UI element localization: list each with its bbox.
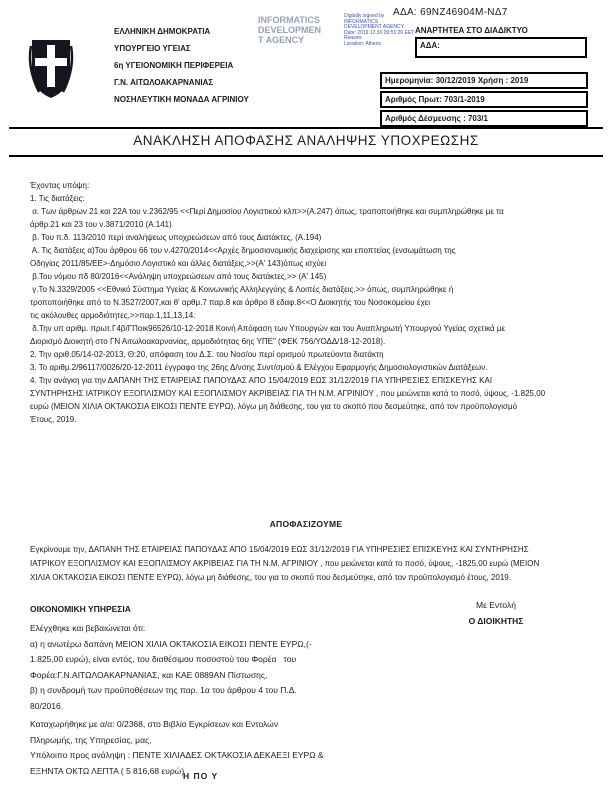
footer-line: Πληρωμής, της Υπηρεσίας, μας, [30,734,152,745]
ada-code-top: ΑΔΑ: 69NZ46904M-ΝΔ7 [393,7,508,18]
stamp-agency-line: T AGENCY [258,35,305,45]
body-line: Έτους, 2019. [30,415,77,424]
stamp-detail-line: Date: 2019.12.30 09:51:26 EET [344,29,415,36]
footer-line: 80/2016. [30,700,64,711]
body-line: τροποποιήθηκε από το Ν.3527/2007,και θ' αρθμ.7 παρ.8 και άρθρο 8 εδαφ.8<<Ο Διοικητής του Νοσοκομείου έχει [30,298,431,307]
protocol-number-box: Αριθμός Πρωτ: 703/1-2019 [380,91,588,108]
financial-service-heading: ΟΙΚΟΝΟΜΙΚΗ ΥΠΗΡΕΣΙΑ [30,604,131,614]
body-line: δ.Την υπ αριθμ. πρωτ.Γ4β/ΓΠοικ96526/10-12-2018 Κοινή Απόφαση των Υπουργών και του Αναπληρωτή Υπουργού Υγείας σχετικά με [30,324,506,333]
body-line: ευρώ (ΜΕΙΟΝ ΧΙΛΙΑ ΟΚΤΑΚΟΣΙΑ ΕΙΚΟΣΙ ΠΕΝΤΕ ΕΥΡΩ), λόγω μη διάθεσης, του για το σκοπό που δεσμεύτηκε, από τον προϋπολογισμό [30,402,518,411]
body-line: 2. Την αριθ.05/14-02-2013, Θ:20, απόφαση του Δ.Σ. του Νοσ/ου περί ορισμού πρωτεύοντα διατάκτη [30,350,384,359]
verification-section [30,621,340,779]
body-line: Διορισμό Διοικητή στο ΓΝ Αιτωλοακαρνανίας, αρμοδιότητας 6ης ΥΠΕ" (ΦΕΚ 756/ΥΟΔΔ/18-12-2018). [30,337,386,346]
body-line: 3. Το αριθμ.2/96117/0026/20-12-2011 έγγραφο της 26ης Δ/νσης Συντ/σμού & Ελέγχου Εφαρμογής Δημοσιολογιστικών Διατάξεων. [30,363,488,372]
digital-signature-agency [258,15,344,45]
decision-line: ΧΙΛΙΑ ΟΚΤΑΚΟΣΙΑ ΕΙΚΟΣΙ ΠΕΝΤΕ ΕΥΡΩ), λόγω μη διάθεσης, του για το σκοπό που δεσμεύτηκε, από τον προϋπολογισμό έτους, 2019. [30,573,511,582]
body-line: ΣΥΝΤΗΡΗΣΗΣ ΙΑΤΡΙΚΟΥ ΕΞΟΠΛΙΣΜΟΥ ΚΑΙ ΕΞΟΠΛΙΣΜΟΥ ΑΚΡΙΒΕΙΑΣ ΓΙΑ ΤΗ Ν.Μ. ΑΓΡΙΝΙΟΥ , που μειώνεται κατά το ποσό, ύψους, -1.825,00 [30,389,546,398]
document-title: ΑΝΑΚΛΗΣΗ ΑΠΟΦΑΣΗΣ ΑΝΑΛΗΨΗΣ ΥΠΟΧΡΕΩΣΗΣ [133,133,479,148]
header-line: ΝΟΣΗΛΕΥΤΙΚΗ ΜΟΝΑΔΑ ΑΓΡΙΝΙΟΥ [114,95,249,104]
stamp-detail-line: DEVELOPMENT AGENCY [344,24,404,31]
body-line: 4. Την ανάγκη για την ΔΑΠΑΝΗ ΤΗΣ ΕΤΑΙΡΕΙΑΣ ΠΑΠΟΥΔΑΣ ΑΠΟ 15/04/2019 ΕΩΣ 31/12/2019 ΓΙΑ ΥΠΗΡΕΣΙΕΣ ΕΠΙΣΚΕΥΗΣ ΚΑΙ [30,376,493,385]
decision-section [30,543,590,585]
ada-box: ΑΔΑ: [415,37,587,58]
footer-line: α) η ανωτέρω δαπάνη ΜΕΙΟΝ ΧΙΛΙΑ ΟΚΤΑΚΟΣΙΑ ΕΙΚΟΣΙ ΠΕΝΤΕ ΕΥΡΩ,(- [30,638,312,649]
government-header [114,27,249,112]
body-line: 1. Τις διατάξεις: [30,194,85,203]
footer-line: Ελέγχθηκε και βεβαιώνεται ότι: [30,623,146,633]
digital-signature-details [344,14,424,48]
bottom-signature-label: Η ΠΟ Υ [183,771,219,781]
footer-line: Φορέα:Γ.Ν.ΑΙΤΩΛΟΑΚΑΡΝΑΝΙΑΣ, και ΚΑΕ 0889ΑΝ Πίστωσης, [30,669,268,680]
stamp-agency-line: INFORMATICS [258,15,320,25]
decision-line: ΙΑΤΡΙΚΟΥ ΕΞΟΠΛΙΣΜΟΥ ΚΑΙ ΕΞΟΠΛΙΣΜΟΥ ΑΚΡΙΒΕΙΑΣ ΓΙΑ ΤΗ Ν.Μ. ΑΓΡΙΝΙΟΥ , που μειώνεται κατά το ποσό, ύψους, -1825,00 ευρώ (ΜΕΙΟΝ [30,559,540,568]
commitment-number-box: Αριθμός Δέσμευσης : 703/1 [380,110,588,127]
header-line: 6η ΥΓΕΙΟΝΟΜΙΚΗ ΠΕΡΙΦΕΡΕΙΑ [114,61,234,70]
body-line: Οδηγίας 2011/85/ΕΕ>-Δημόσιο Λογιστικό και άλλες διατάξεις,>>(Α' 143)όπως ισχύει [30,259,327,268]
body-line: β.Του νόμου πδ 80/2016<<Ανάληψη υποχρεώσεων από τους διατάκτες,>> (Α' 145) [30,272,327,281]
stamp-agency-line: DEVELOPMEN [258,25,322,35]
coat-of-arms-icon [28,36,74,100]
footer-line: 1.825,00 ευρώ), είναι εντός, του διαθέσιμου ποσοστού του Φορέα του [30,654,297,664]
horizontal-rule-bottom [9,155,603,157]
body-line: α. Των άρθρων 21 και 22Α του ν.2362/95 <<Περί Δημοσίου Λογιστικού κλπ>>(Α.247) όπως, τροποποιήθηκε και συμπληρώθηκε με τα [30,207,504,216]
footer-line: ΕΞΗΝΤΑ ΟΚΤΩ ΛΕΠΤΑ ( 5 816,68 ευρώ) [30,765,185,776]
stamp-detail-line: Reason: [344,35,363,42]
header-line: ΕΛΛΗΝΙΚΗ ΔΗΜΟΚΡΑΤΙΑ [114,27,211,36]
body-line: άρθρ.21 και 23 του ν.3871/2010 (Α.141) [30,220,172,229]
stamp-detail-line: Digitally signed by [344,13,385,19]
horizontal-rule-top [9,127,603,129]
body-line: γ.Το Ν.3329/2005 <<Εθνικό Σύστημα Υγείας & Κοινωνικής Αλληλεγγύης & Λοιπές διατάξεις.>> όπως, συμπληρώθηκε ή [30,285,454,294]
body-line: β. Του π.δ. 113/2010 περί αναλήψεως υποχρεώσεων από τους Διατάκτες, (Α.194) [30,233,322,242]
stamp-detail-line: INFORMATICS [344,18,379,25]
footer-line: Καταχωρήθηκε με α/α: 0/2368, στο Βιβλίο Εγκρίσεων και Εντολών [30,719,279,729]
footer-line: Υπόλοιπο προς ανάληψη : ΠΕΝΤΕ ΧΙΛΙΑΔΕΣ ΟΚΤΑΚΟΣΙΑ ΔΕΚΑΕΞΙ ΕΥΡΩ & [30,750,324,760]
decision-heading: ΑΠΟΦΑΣΙΖΟΥΜΕ [269,519,343,529]
header-line: Γ.Ν. ΑΙΤΩΛΟΑΚΑΡΝΑΝΙΑΣ [114,78,214,87]
internet-posting-notice: ΑΝΑΡΤΗΤΕΑ ΣΤΟ ΔΙΑΔΙΚΤΥΟ [415,26,528,35]
body-line: Α. Τις διατάξεις α)Του άρθρου 66 του ν.4270/2014<<Αρχές δημοσιονομικής διαχείρισης και εποπτείας (ενσωμάτωση της [30,246,456,255]
decision-line: Εγκρίνουμε την, ΔΑΠΑΝΗ ΤΗΣ ΕΤΑΙΡΕΙΑΣ ΠΑΠΟΥΔΑΣ ΑΠΟ 15/04/2019 ΕΩΣ 31/12/2019 ΓΙΑ ΥΠΗΡΕΣΙΕΣ ΕΠΙΣΚΕΥΗΣ ΚΑΙ ΣΥΝΤΗΡΗΣΗΣ [30,545,529,554]
header-line: ΥΠΟΥΡΓΕΙΟ ΥΓΕΙΑΣ [114,44,191,53]
body-line: Έχοντας υπόψη: [30,181,90,190]
governor-title: Ο ΔΙΟΙΚΗΤΗΣ [468,616,524,626]
by-order-label: Με Εντολή [476,600,516,610]
date-box: Ημερομηνία: 30/12/2019 Χρήση : 2019 [380,72,588,89]
reference-boxes [380,72,588,129]
signatory-block [436,600,556,626]
greek-coat-of-arms [28,36,74,100]
body-line: τις ακόλουθες αρμοδιότητες,>>παρ.1,11,13,14. [30,311,196,320]
footer-line: β) η συνδρομή των προϋποθέσεων της παρ. 1α του άρθρου 4 του Π.Δ. [30,685,297,695]
legal-basis-section [30,179,590,426]
stamp-detail-line: Location: Athens [344,40,381,47]
